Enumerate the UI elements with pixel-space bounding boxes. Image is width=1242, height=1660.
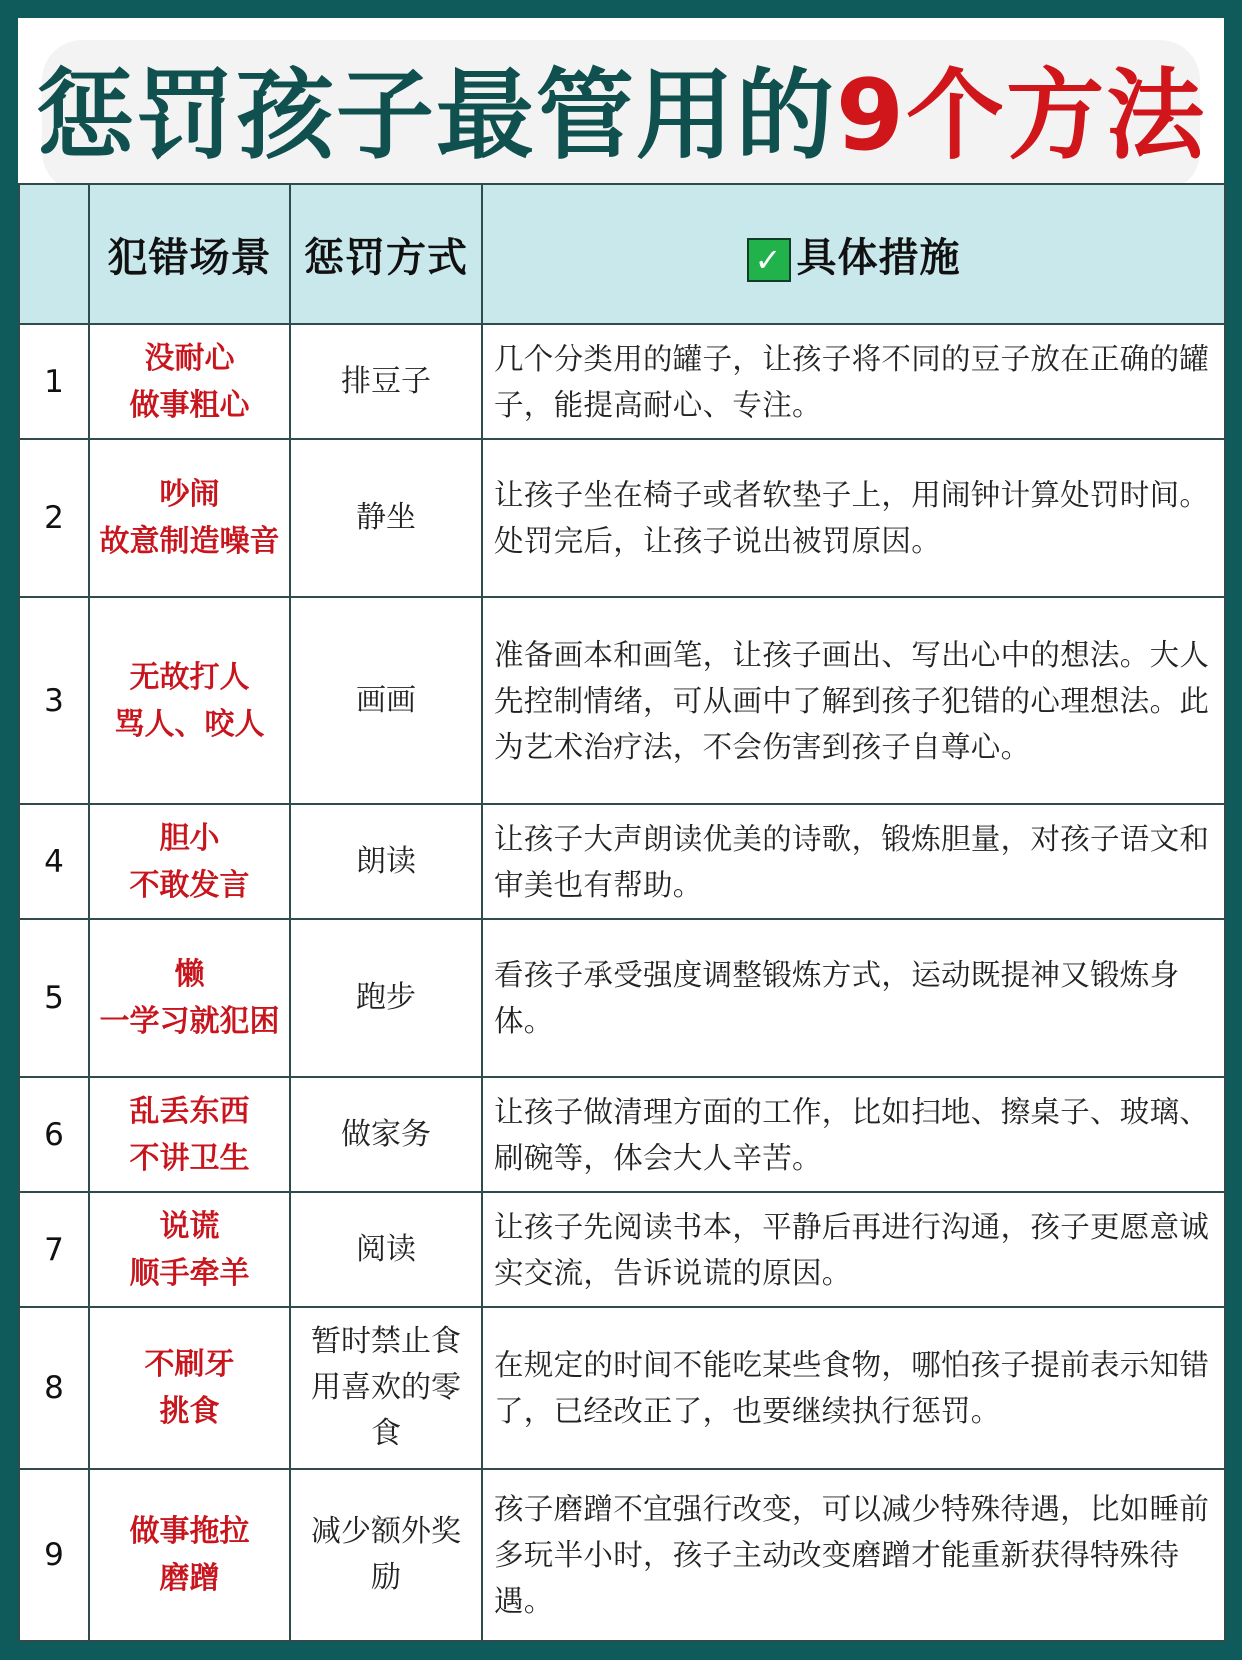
scene-line-2: 不敢发言 [129, 867, 250, 903]
scene-line-1: 胆小 [159, 820, 220, 856]
scene-line-2: 顺手牵羊 [129, 1255, 250, 1291]
row-scene [89, 804, 290, 919]
row-method: 阅读 [290, 1192, 482, 1307]
scene-line-1: 乱丢东西 [129, 1093, 250, 1129]
scene-line-1: 说谎 [159, 1208, 220, 1244]
scene-line-2: 挑食 [159, 1394, 220, 1430]
row-scene [89, 439, 290, 597]
row-number: 8 [19, 1307, 89, 1469]
row-measure: 让孩子先阅读书本，平静后再进行沟通，孩子更愿意诚实交流，告诉说谎的原因。 [482, 1192, 1225, 1307]
row-number: 4 [19, 804, 89, 919]
row-number: 6 [19, 1077, 89, 1192]
table-row [19, 597, 1225, 804]
row-number: 5 [19, 919, 89, 1077]
row-number: 3 [19, 597, 89, 804]
row-method: 暂时禁止食用喜欢的零食 [290, 1307, 482, 1469]
row-scene [89, 1307, 290, 1469]
row-method: 排豆子 [290, 324, 482, 439]
row-scene [89, 324, 290, 439]
header-measure-label: 具体措施 [796, 234, 961, 281]
scene-line-2: 一学习就犯困 [99, 1004, 280, 1040]
scene-line-2: 故意制造噪音 [99, 524, 280, 560]
title-highlight: 9个方法 [835, 59, 1207, 173]
row-number: 9 [19, 1469, 89, 1641]
row-number: 2 [19, 439, 89, 597]
title-banner [35, 40, 1207, 192]
table-row [19, 919, 1225, 1077]
scene-line-1: 无故打人 [129, 659, 250, 695]
row-method: 画画 [290, 597, 482, 804]
row-measure: 在规定的时间不能吃某些食物，哪怕孩子提前表示知错了，已经改正了，也要继续执行惩罚。 [482, 1307, 1225, 1469]
row-method: 跑步 [290, 919, 482, 1077]
row-method: 减少额外奖励 [290, 1469, 482, 1641]
row-scene [89, 1192, 290, 1307]
row-measure: 让孩子做清理方面的工作，比如扫地、擦桌子、玻璃、刷碗等，体会大人辛苦。 [482, 1077, 1225, 1192]
row-measure: 让孩子大声朗读优美的诗歌，锻炼胆量，对孩子语文和审美也有帮助。 [482, 804, 1225, 919]
row-scene [89, 1077, 290, 1192]
checkmark-icon: ✓ [747, 238, 791, 282]
scene-line-2: 磨蹭 [159, 1561, 220, 1597]
scene-line-2: 骂人、咬人 [114, 706, 265, 742]
table-row [19, 1469, 1225, 1641]
table-row [19, 1307, 1225, 1469]
row-measure: 几个分类用的罐子，让孩子将不同的豆子放在正确的罐子，能提高耐心、专注。 [482, 324, 1225, 439]
scene-line-1: 没耐心 [144, 340, 235, 376]
scene-line-1: 做事拖拉 [129, 1514, 250, 1550]
row-measure: 准备画本和画笔，让孩子画出、写出心中的想法。大人先控制情绪，可从画中了解到孩子犯错的心理想法。此为艺术治疗法，不会伤害到孩子自尊心。 [482, 597, 1225, 804]
row-scene [89, 597, 290, 804]
table-row [19, 1192, 1225, 1307]
table-row [19, 324, 1225, 439]
row-method: 朗读 [290, 804, 482, 919]
scene-line-2: 不讲卫生 [129, 1140, 250, 1176]
table-row [19, 439, 1225, 597]
row-method: 静坐 [290, 439, 482, 597]
header-method: 惩罚方式 [290, 184, 482, 324]
row-scene [89, 1469, 290, 1641]
table-row [19, 804, 1225, 919]
row-number: 1 [19, 324, 89, 439]
table-header-row [19, 184, 1225, 324]
title-main: 惩罚孩子最管用的 [35, 59, 836, 173]
scene-line-1: 不刷牙 [144, 1347, 235, 1383]
header-measure [482, 184, 1225, 324]
table-row [19, 1077, 1225, 1192]
row-scene [89, 919, 290, 1077]
methods-table [18, 183, 1226, 1642]
row-method: 做家务 [290, 1077, 482, 1192]
page-title [35, 59, 1207, 173]
header-scene: 犯错场景 [89, 184, 290, 324]
scene-line-2: 做事粗心 [129, 387, 250, 423]
row-number: 7 [19, 1192, 89, 1307]
header-number [19, 184, 89, 324]
scene-line-1: 吵闹 [159, 477, 220, 513]
scene-line-1: 懒 [174, 957, 205, 993]
row-measure: 看孩子承受强度调整锻炼方式，运动既提神又锻炼身体。 [482, 919, 1225, 1077]
row-measure: 让孩子坐在椅子或者软垫子上，用闹钟计算处罚时间。处罚完后，让孩子说出被罚原因。 [482, 439, 1225, 597]
row-measure: 孩子磨蹭不宜强行改变，可以减少特殊待遇，比如睡前多玩半小时，孩子主动改变磨蹭才能重新获得特殊待遇。 [482, 1469, 1225, 1641]
poster-frame [18, 18, 1224, 1642]
